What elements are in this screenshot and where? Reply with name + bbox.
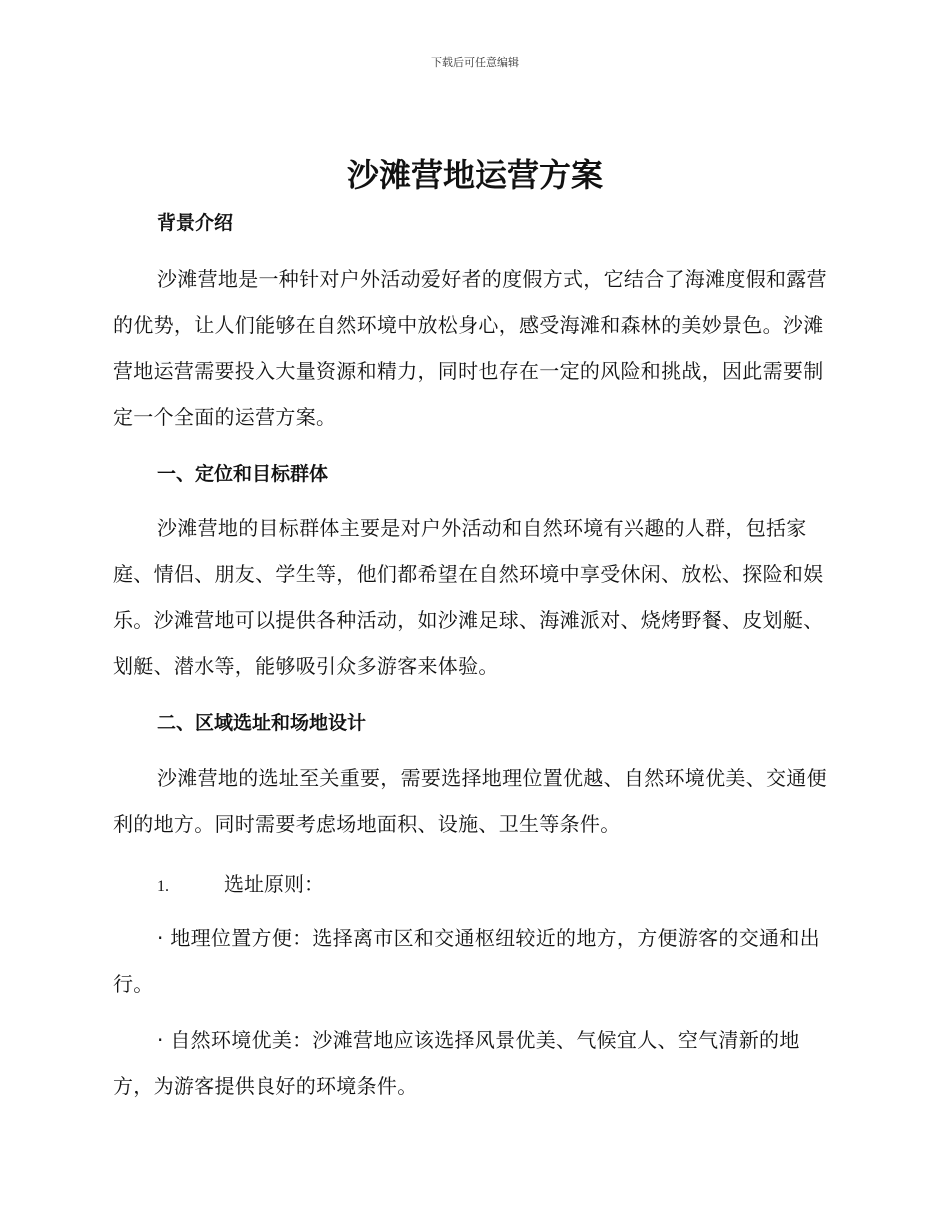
paragraph-background: 沙滩营地是一种针对户外活动爱好者的度假方式，它结合了海滩度假和露营的优势，让人们能够在自然环境中放松身心，感受海滩和森林的美妙景色。沙滩营地运营需要投入大量资源和精力，同时也存在一定的风险和挑战，因此需要制定一个全面的运营方案。: [113, 267, 827, 429]
section-heading-site: 二、区域选址和场地设计: [157, 712, 367, 734]
item-label: 选址原则：: [224, 872, 324, 896]
item-number: 1.: [157, 878, 169, 895]
section-heading-background: 背景介绍: [157, 212, 234, 234]
bullet-environment: · 自然环境优美：沙滩营地应该选择风景优美、气候宜人、空气清新的地方，为游客提供良好的环境条件。: [113, 1028, 800, 1098]
numbered-item: [157, 868, 324, 897]
paragraph-site: 沙滩营地的选址至关重要，需要选择地理位置优越、自然环境优美、交通便利的地方。同时需要考虑场地面积、设施、卫生等条件。: [113, 766, 827, 836]
bullet-location: · 地理位置方便：选择离市区和交通枢纽较近的地方，方便游客的交通和出行。: [113, 926, 820, 996]
section-heading-positioning: 一、定位和目标群体: [157, 463, 329, 485]
paragraph-positioning: 沙滩营地的目标群体主要是对户外活动和自然环境有兴趣的人群，包括家庭、情侣、朋友、学生等，他们都希望在自然环境中享受休闲、放松、探险和娱乐。沙滩营地可以提供各种活动，如沙滩足球、海滩派对、烧烤野餐、皮划艇、划艇、潜水等，能够吸引众多游客来体验。: [113, 516, 824, 678]
header-note: 下载后可任意编辑: [431, 56, 519, 69]
page-title: 沙滩营地运营方案: [346, 156, 603, 194]
